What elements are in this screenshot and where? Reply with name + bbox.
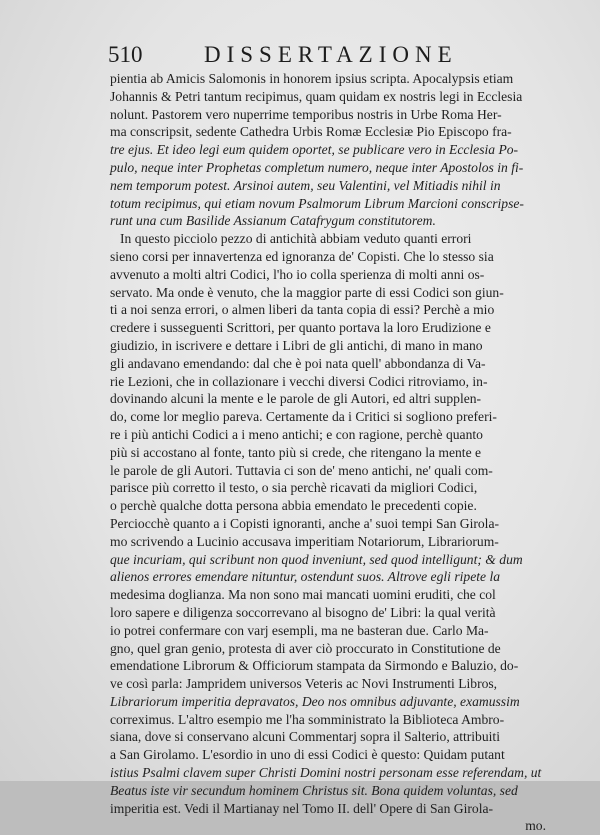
text-line: Perciocchè quanto a i Copisti ignoranti, anche a' suoi tempi San Girola- (110, 515, 500, 531)
text-line: que incuriam, qui scribunt non quod inveniunt, sed quod intelligunt; & dum (110, 551, 523, 567)
text-line: medesima doglianza. Ma non sono mai mancati uomini eruditi, che col (110, 587, 496, 603)
running-title: DISSERTAZIONE (204, 42, 458, 67)
text-line: istius Psalmi clavem super Christi Domini nostri personam esse referendam, ut (110, 765, 542, 781)
text-line: siana, dove si conservano alcuni Commentarj sopra il Salterio, attribuiti (110, 729, 500, 745)
text-line: Librariorum imperitia depravatos, Deo nos omnibus adjuvante, examussim (110, 693, 520, 709)
text-line: più si accostano al fonte, tanto più si crede, che ritengano la mente e (110, 444, 482, 460)
text-line: servato. Ma onde è venuto, che la maggior parte di essi Codici son giun- (110, 284, 504, 300)
text-line: pulo, neque inter Prophetas completum numero, neque inter Apostolos in fi- (110, 159, 524, 175)
text-line: sieno corsi per innavertenza ed ignoranza de' Copisti. Che lo stesso sia (110, 248, 494, 264)
text-line: In questo picciolo pezzo di antichità abbiam veduto quanti errori (120, 231, 472, 247)
text-line: re i più antichi Codici a i meno antichi; e con ragione, perchè quanto (110, 426, 483, 442)
text-line: mo. (525, 818, 546, 834)
text-line: dovinando alcuni la mente e le parole de gli Autori, ed altri supplen- (110, 391, 482, 407)
text-line: a San Girolamo. L'esordio in uno di essi Codici è questo: Quidam putant (110, 747, 505, 763)
text-line: ma conscripsit, sedente Cathedra Urbis Romæ Ecclesiæ Pio Episcopo fra- (110, 124, 512, 140)
running-head (108, 42, 548, 68)
text-line: ve così parla: Jampridem universos Veteris ac Novi Instrumenti Libros, (110, 676, 498, 692)
text-line: alienos errores emendare nituntur, ostendunt suos. Altrove egli ripete la (110, 569, 501, 585)
text-line: do, come lor meglio pareva. Certamente da i Critici si sogliono preferi- (110, 409, 497, 425)
text-line: ti a noi senza errori, o almen liberi da tanta copia di essi? Perchè a mio (110, 302, 495, 318)
page-number: 510 (108, 42, 143, 67)
text-line: correximus. L'altro esempio me l'ha somministrato la Biblioteca Ambro- (110, 711, 505, 727)
text-line: tre ejus. Et ideo legi eum quidem oportet, se publicare vero in Ecclesia Po- (110, 142, 519, 158)
body-text (110, 70, 552, 835)
text-line: gli andavano emendando: dal che è poi nata quell' abbondanza di Va- (110, 355, 486, 371)
text-line: credere i susseguenti Scrittori, per quanto portava la loro Erudizione e (110, 320, 491, 336)
text-line: Beatus iste vir secundum hominem Christus sit. Bona quidem voluntas, sed (110, 782, 518, 798)
text-line: o perchè qualche dotta persona abbia emendato le precedenti copie. (110, 498, 477, 514)
text-line: nem temporum potest. Arsinoi autem, seu Valentini, vel Mitiadis nihil in (110, 177, 501, 193)
text-line: imperitia est. Vedi il Martianay nel Tomo II. dell' Opere di San Girola- (110, 800, 494, 816)
text-line: loro sapere e diligenza soccorrevano al bisogno de' Libri: la qual verità (110, 604, 496, 620)
text-line: runt una cum Basilide Assianum Catafrygum constitutorem. (110, 213, 436, 229)
text-line: le parole de gli Autori. Tuttavia ci son de' meno antichi, ne' quali com- (110, 462, 493, 478)
text-line: gno, quel gran genio, protesta di aver ciò proccurato in Constitutione de (110, 640, 501, 656)
text-line: rie Lezioni, che in collazionare i vecchi diversi Codici ritroviamo, in- (110, 373, 488, 389)
text-line: parisce più corretto il testo, o sia perchè ricavati da migliori Codici, (110, 480, 478, 496)
text-line: totum recipimus, qui etiam novum Psalmorum Librum Marcioni conscripse- (110, 195, 524, 211)
text-line: mo scrivendo a Lucinio accusava imperitiam Notariorum, Librariorum- (110, 533, 499, 549)
text-line: avvenuto a molti altri Codici, l'ho io colla sperienza di molti anni os- (110, 266, 485, 282)
text-line: giudizio, in iscrivere e dettare i Libri de gli antichi, di mano in mano (110, 337, 483, 353)
text-line: emendatione Librorum & Officiorum stampata da Sirmondo e Baluzio, do- (110, 658, 519, 674)
text-line: io potrei confermare con varj esempli, ma ne basteran due. Carlo Ma- (110, 622, 489, 638)
text-line: Johannis & Petri tantum recipimus, quam quidam ex nostris legi in Ecclesia (110, 88, 523, 104)
text-line: pientia ab Amicis Salomonis in honorem ipsius scripta. Apocalypsis etiam (110, 71, 514, 86)
text-line: nolunt. Pastorem vero nuperrime temporibus nostris in Urbe Roma Her- (110, 106, 502, 122)
